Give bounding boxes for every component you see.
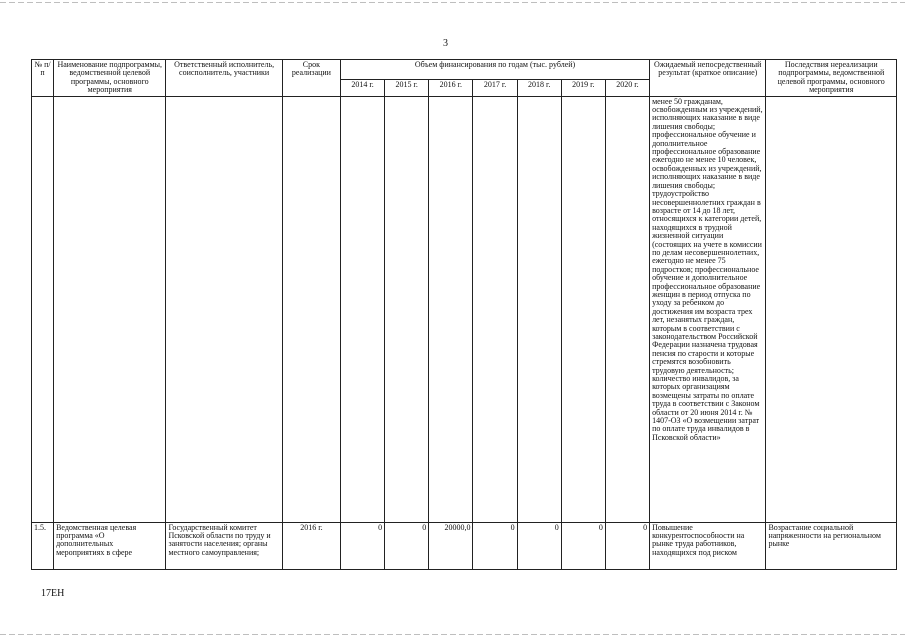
cell-empty — [473, 96, 517, 522]
header-year: 2015 г. — [385, 79, 429, 96]
header-year: 2016 г. — [429, 79, 473, 96]
header-year: 2017 г. — [473, 79, 517, 96]
cell-funding-value: 0 — [473, 522, 517, 569]
footer-code: 17EH — [41, 588, 65, 599]
cell-empty — [166, 96, 282, 522]
header-result: Ожидаемый непосредственный результат (краткое описание) — [650, 60, 766, 97]
scan-edge-bottom — [0, 634, 905, 635]
cell-result-text: менее 50 гражданам, освобожденным из учреждений, исполняющих наказание в виде лишения свободы; профессиональное обучение и дополнительное профессиональное образование ежегодно не менее 10 человек, освобожденных из учреждений, исполняющих наказание в виде лишения свободы; трудоустройство несовершеннолетних граждан в возрасте от 14 до 18 лет, относящихся к категории детей, находящихся в трудной жизненной ситуации (состоящих на учете в комиссии по делам несовершеннолетних, ежегодно не менее 75 подростков; профессиональное обучение и дополнительное профессиональное образование женщин в период отпуска по уходу за ребенком до достижения им возраста трех лет, незанятых граждан, которым в соответствии с законодательством Российской Федерации назначена трудовая пенсия по старости и которые стремятся возобновить трудовую деятельность; количество инвалидов, за которых организациям возмещены затраты по оплате труда в соответствии с Законом области от 20 июня 2014 г. № 1407-ОЗ «О возмещении затрат по оплате труда инвалидов в Псковской области» — [650, 96, 766, 522]
cell-empty — [341, 96, 385, 522]
cell-empty — [766, 96, 897, 522]
header-year: 2019 г. — [561, 79, 605, 96]
cell-row-number: 1.5. — [32, 522, 54, 569]
cell-consequences: Возрастание социальной напряженности на региональном рынке — [766, 522, 897, 569]
header-term: Срок реализации — [282, 60, 340, 97]
header-num: № п/п — [32, 60, 54, 97]
cell-funding-value: 0 — [605, 522, 649, 569]
header-year: 2020 г. — [605, 79, 649, 96]
cell-empty — [429, 96, 473, 522]
header-funding: Объем финансирования по годам (тыс. рублей) — [341, 60, 650, 80]
cell-empty — [32, 96, 54, 522]
cell-empty — [561, 96, 605, 522]
table-row-continuation — [32, 96, 897, 522]
cell-empty — [282, 96, 340, 522]
cell-funding-value: 0 — [561, 522, 605, 569]
cell-empty — [385, 96, 429, 522]
header-executor: Ответственный исполнитель, соисполнитель, участники — [166, 60, 282, 97]
cell-empty — [54, 96, 166, 522]
scan-edge-top — [0, 2, 905, 3]
cell-executor: Государственный комитет Псковской области по труду и занятости населения; органы местного самоуправления; — [166, 522, 282, 569]
header-year: 2018 г. — [517, 79, 561, 96]
cell-empty — [517, 96, 561, 522]
cell-empty — [605, 96, 649, 522]
cell-funding-value: 0 — [341, 522, 385, 569]
header-row — [32, 60, 897, 80]
program-table — [31, 59, 897, 570]
cell-result: Повышение конкурентоспособности на рынке труда работников, находящихся под риском — [650, 522, 766, 569]
cell-funding-value: 20000,0 — [429, 522, 473, 569]
page-number: 3 — [443, 38, 448, 49]
table-row-1-5 — [32, 522, 897, 569]
cell-term: 2016 г. — [282, 522, 340, 569]
cell-program-name: Ведомственная целевая программа «О дополнительных мероприятиях в сфере — [54, 522, 166, 569]
cell-funding-value: 0 — [517, 522, 561, 569]
cell-funding-value: 0 — [385, 522, 429, 569]
header-name: Наименование подпрограммы, ведомственной целевой программы, основного мероприятия — [54, 60, 166, 97]
header-year: 2014 г. — [341, 79, 385, 96]
header-consequences: Последствия нереализации подпрограммы, ведомственной целевой программы, основного мероприятия — [766, 60, 897, 97]
